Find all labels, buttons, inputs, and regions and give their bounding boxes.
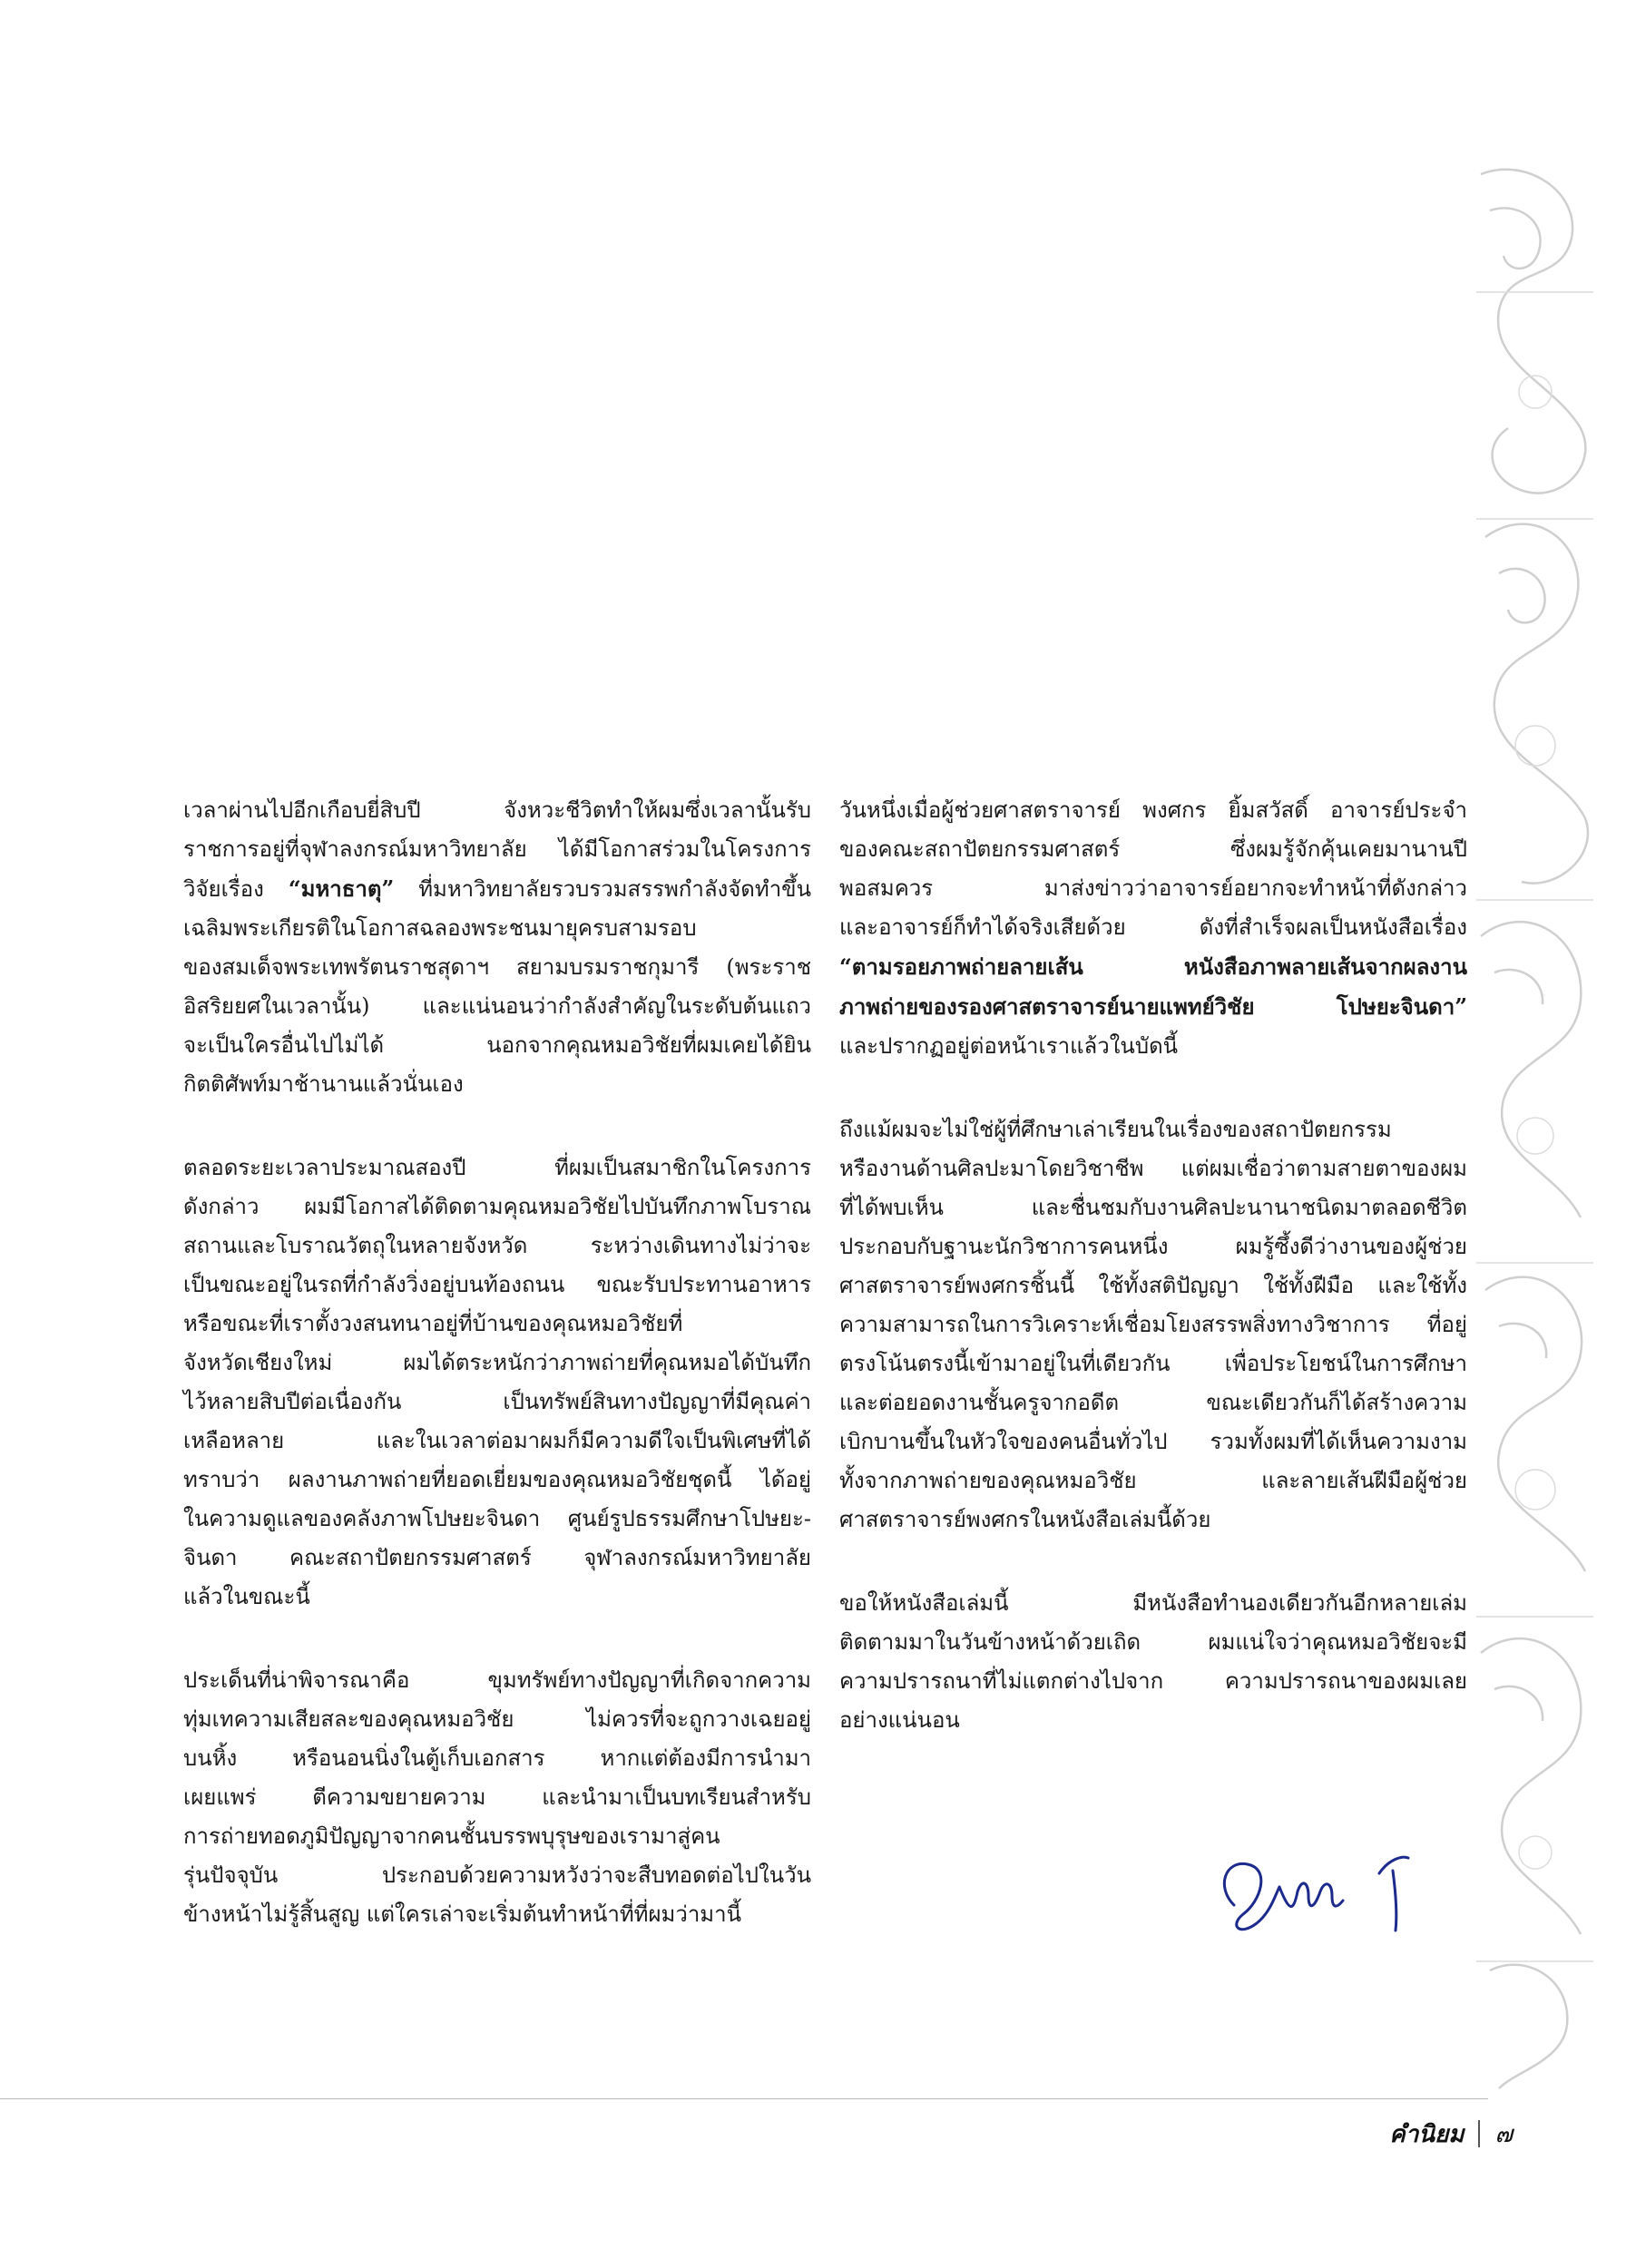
text-line <box>839 908 1467 947</box>
text-segment: ตลอดระยะเวลาประมาณสองปี ที่ผมเป็นสมาชิกในโครงการ <box>183 1155 811 1180</box>
text-segment: ถึงแม้ผมจะไม่ใช่ผู้ที่ศึกษาเล่าเรียนในเรื่องของสถาปัตยกรรม <box>839 1117 1392 1142</box>
page-footer <box>1389 2114 1513 2154</box>
right-text-column <box>839 791 1467 1784</box>
text-segment: ติดตามมาในวันข้างหน้าด้วยเถิด ผมแน่ใจว่าคุณหมอวิชัยจะมี <box>839 1629 1467 1655</box>
text-segment: หรืองานด้านศิลปะมาโดยวิชาชีพ แต่ผมเชื่อว่าตามสายตาของผม <box>839 1156 1467 1181</box>
text-segment: วิจัยเรื่อง <box>183 876 289 902</box>
text-line <box>183 1065 811 1104</box>
text-segment: ขอให้หนังสือเล่มนี้ มีหนังสือทำนองเดียวกันอีกหลายเล่ม <box>839 1590 1467 1616</box>
paragraph <box>839 1110 1467 1540</box>
text-segment: เวลาผ่านไปอีกเกือบยี่สิบปี จังหวะชีวิตทำให้ผมซึ่งเวลานั้นรับ <box>183 797 811 823</box>
text-line <box>183 1500 811 1539</box>
text-line <box>183 1383 811 1422</box>
text-segment: อิสริยยศในเวลานั้น) และแน่นอนว่ากำลังสำคัญในระดับต้นแถว <box>183 993 811 1019</box>
text-segment: ความปรารถนาที่ไม่แตกต่างไปจาก ความปรารถนาของผมเลย <box>839 1668 1467 1694</box>
text-segment: อย่างแน่นอน <box>839 1707 960 1733</box>
text-line <box>183 948 811 987</box>
text-line <box>183 1149 811 1188</box>
text-line <box>839 947 1467 987</box>
text-line <box>839 830 1467 869</box>
text-segment: หรือขณะที่เราตั้งวงสนทนาอยู่ที่บ้านของคุณหมอวิชัยที่ <box>183 1311 683 1336</box>
text-line <box>183 1461 811 1500</box>
footer-separator <box>1478 2120 1480 2147</box>
paragraph <box>183 1149 811 1617</box>
text-line <box>839 987 1467 1027</box>
text-line <box>183 1188 811 1227</box>
text-segment: กิตติศัพท์มาช้านานแล้วนั่นเอง <box>183 1071 464 1097</box>
text-segment: ศาสตราจารย์พงศกรชิ้นนี้ ใช้ทั้งสติปัญญา ใช้ทั้งฝีมือ และใช้ทั้ง <box>839 1273 1467 1298</box>
left-text-column <box>183 791 811 1979</box>
page-number: ๗ <box>1494 2120 1513 2148</box>
text-line <box>839 1501 1467 1540</box>
text-segment: ประเด็นที่น่าพิจารณาคือ ขุมทรัพย์ทางปัญญาที่เกิดจากความ <box>183 1667 811 1693</box>
text-line <box>183 1344 811 1383</box>
text-line <box>839 1344 1467 1383</box>
text-segment: ไว้หลายสิบปีต่อเนื่องกัน เป็นทรัพย์สินทางปัญญาที่มีคุณค่า <box>183 1389 811 1414</box>
text-segment: ดังกล่าว ผมมีโอกาสได้ติดตามคุณหมอวิชัยไปบันทึกภาพโบราณ <box>183 1194 811 1219</box>
text-segment: ข้างหน้าไม่รู้สิ้นสูญ แต่ใครเล่าจะเริ่มต้นทำหน้าที่ที่ผมว่ามานี้ <box>183 1901 742 1927</box>
text-segment: ความสามารถในการวิเคราะห์เชื่อมโยงสรรพสิ่งทางวิชาการ ที่อยู่ <box>839 1312 1467 1337</box>
text-segment: ทั้งจากภาพถ่ายของคุณหมอวิชัย และลายเส้นฝีมือผู้ช่วย <box>839 1468 1467 1493</box>
text-line <box>183 1227 811 1266</box>
text-line <box>183 1739 811 1778</box>
decorative-ornament-strip <box>1472 156 1598 2096</box>
text-line <box>183 1778 811 1817</box>
text-line <box>183 1856 811 1895</box>
text-line <box>839 791 1467 830</box>
paragraph <box>183 791 811 1104</box>
text-line <box>839 1623 1467 1662</box>
text-segment: จังหวัดเชียงใหม่ ผมได้ตระหนักว่าภาพถ่ายที่คุณหมอได้บันทึก <box>183 1350 811 1375</box>
text-line <box>839 1227 1467 1266</box>
text-segment: ตรงโน้นตรงนี้เข้ามาอยู่ในที่เดียวกัน เพื่อประโยชน์ในการศึกษา <box>839 1351 1467 1376</box>
text-line <box>839 1027 1467 1066</box>
text-segment: ของสมเด็จพระเทพรัตนราชสุดาฯ สยามบรมราชกุมารี (พระราช <box>183 954 811 980</box>
text-line <box>839 869 1467 908</box>
text-line <box>183 1305 811 1344</box>
text-segment: ทราบว่า ผลงานภาพถ่ายที่ยอดเยี่ยมของคุณหมอวิชัยชุดนี้ ได้อยู่ <box>183 1467 811 1492</box>
text-line <box>839 1701 1467 1740</box>
text-line <box>183 1266 811 1305</box>
text-line <box>839 1461 1467 1501</box>
text-segment: ประกอบกับฐานะนักวิชาการคนหนึ่ง ผมรู้ซึ้งดีว่างานของผู้ช่วย <box>839 1234 1467 1259</box>
text-line <box>839 1110 1467 1149</box>
text-line <box>183 1026 811 1065</box>
footer-rule <box>0 2098 1488 2099</box>
text-segment: จินดา คณะสถาปัตยกรรมศาสตร์ จุฬาลงกรณ์มหาวิทยาลัย <box>183 1545 811 1570</box>
text-segment: ในความดูแลของคลังภาพโปษยะจินดา ศูนย์รูปธรรมศึกษาโปษยะ- <box>183 1506 811 1531</box>
text-line <box>183 1817 811 1856</box>
bold-text-segment: “มหาธาตุ” <box>288 875 395 902</box>
text-line <box>839 1266 1467 1305</box>
text-segment: รุ่นปัจจุบัน ประกอบด้วยความหวังว่าจะสืบทอดต่อไปในวัน <box>183 1862 811 1888</box>
text-line <box>183 987 811 1026</box>
text-line <box>839 1188 1467 1227</box>
text-line <box>183 1661 811 1700</box>
text-segment: แล้วในขณะนี้ <box>183 1584 310 1609</box>
paragraph <box>839 1584 1467 1740</box>
text-line <box>839 1584 1467 1623</box>
text-segment: การถ่ายทอดภูมิปัญญาจากคนชั้นบรรพบุรุษของเรามาสู่คน <box>183 1823 720 1849</box>
text-segment: เบิกบานขึ้นในหัวใจของคนอื่นทั่วไป รวมทั้งผมที่ได้เห็นความงาม <box>839 1429 1467 1454</box>
text-segment: ของคณะสถาปัตยกรรมศาสตร์ ซึ่งผมรู้จักคุ้นเคยมานานปี <box>839 836 1467 862</box>
text-line <box>183 1539 811 1578</box>
bold-text-segment: ภาพถ่ายของรองศาสตราจารย์นายแพทย์วิชัย โปษยะจินดา” <box>839 993 1467 1020</box>
text-line <box>183 909 811 948</box>
text-line <box>183 791 811 830</box>
text-line <box>183 1700 811 1739</box>
bold-text-segment: “ตามรอยภาพถ่ายลายเส้น หนังสือภาพลายเส้นจากผลงาน <box>839 953 1467 980</box>
footer-section-title: คำนิยม <box>1389 2120 1465 2148</box>
text-line <box>183 1895 811 1934</box>
text-segment: ราชการอยู่ที่จุฬาลงกรณ์มหาวิทยาลัย ได้มีโอกาสร่วมในโครงการ <box>183 836 811 862</box>
text-line <box>183 1578 811 1617</box>
text-segment: ทุ่มเทความเสียสละของคุณหมอวิชัย ไม่ควรที่จะถูกวางเฉยอยู่ <box>183 1706 811 1732</box>
text-segment: และอาจารย์ก็ทำได้จริงเสียด้วย ดังที่สำเร็จผลเป็นหนังสือเรื่อง <box>839 914 1467 940</box>
text-segment: และปรากฏอยู่ต่อหน้าเราแล้วในบัดนี้ <box>839 1033 1179 1059</box>
text-segment: สถานและโบราณวัตถุในหลายจังหวัด ระหว่างเดินทางไม่ว่าจะ <box>183 1233 811 1258</box>
text-line <box>839 1383 1467 1422</box>
text-segment: บนหิ้ง หรือนอนนิ่งในตู้เก็บเอกสาร หากแต่ต้องมีการนำมา <box>183 1745 811 1771</box>
paragraph <box>183 1661 811 1934</box>
text-line <box>183 869 811 909</box>
text-line <box>839 1662 1467 1701</box>
text-segment: ที่ได้พบเห็น และชื่นชมกับงานศิลปะนานาชนิดมาตลอดชีวิต <box>839 1195 1467 1220</box>
text-segment: เป็นขณะอยู่ในรถที่กำลังวิ่งอยู่บนท้องถนน ขณะรับประทานอาหาร <box>183 1272 811 1297</box>
text-line <box>183 830 811 869</box>
text-segment: ศาสตราจารย์พงศกรในหนังสือเล่มนี้ด้วย <box>839 1507 1211 1532</box>
text-line <box>839 1422 1467 1461</box>
text-segment: วันหนึ่งเมื่อผู้ช่วยศาสตราจารย์ พงศกร ยิ้มสวัสดิ์ อาจารย์ประจำ <box>839 797 1467 823</box>
text-segment: จะเป็นใครอื่นไปไม่ได้ นอกจากคุณหมอวิชัยที่ผมเคยได้ยิน <box>183 1032 811 1058</box>
text-segment: ที่มหาวิทยาลัยรวบรวมสรรพกำลังจัดทำขึ้น <box>394 876 811 902</box>
signature <box>1207 1823 1443 1950</box>
text-segment: เฉลิมพระเกียรติในโอกาสฉลองพระชนมายุครบสามรอบ <box>183 915 697 941</box>
text-segment: เหลือหลาย และในเวลาต่อมาผมก็มีความดีใจเป็นพิเศษที่ได้ <box>183 1428 811 1453</box>
paragraph <box>839 791 1467 1066</box>
text-segment: และต่อยอดงานชั้นครูจากอดีต ขณะเดียวกันก็ได้สร้างความ <box>839 1390 1467 1415</box>
text-line <box>839 1149 1467 1188</box>
text-segment: เผยแพร่ ตีความขยายความ และนำมาเป็นบทเรียนสำหรับ <box>183 1784 811 1810</box>
text-line <box>839 1305 1467 1344</box>
text-segment: พอสมควร มาส่งข่าวว่าอาจารย์อยากจะทำหน้าที่ดังกล่าว <box>839 875 1467 901</box>
text-line <box>183 1422 811 1461</box>
